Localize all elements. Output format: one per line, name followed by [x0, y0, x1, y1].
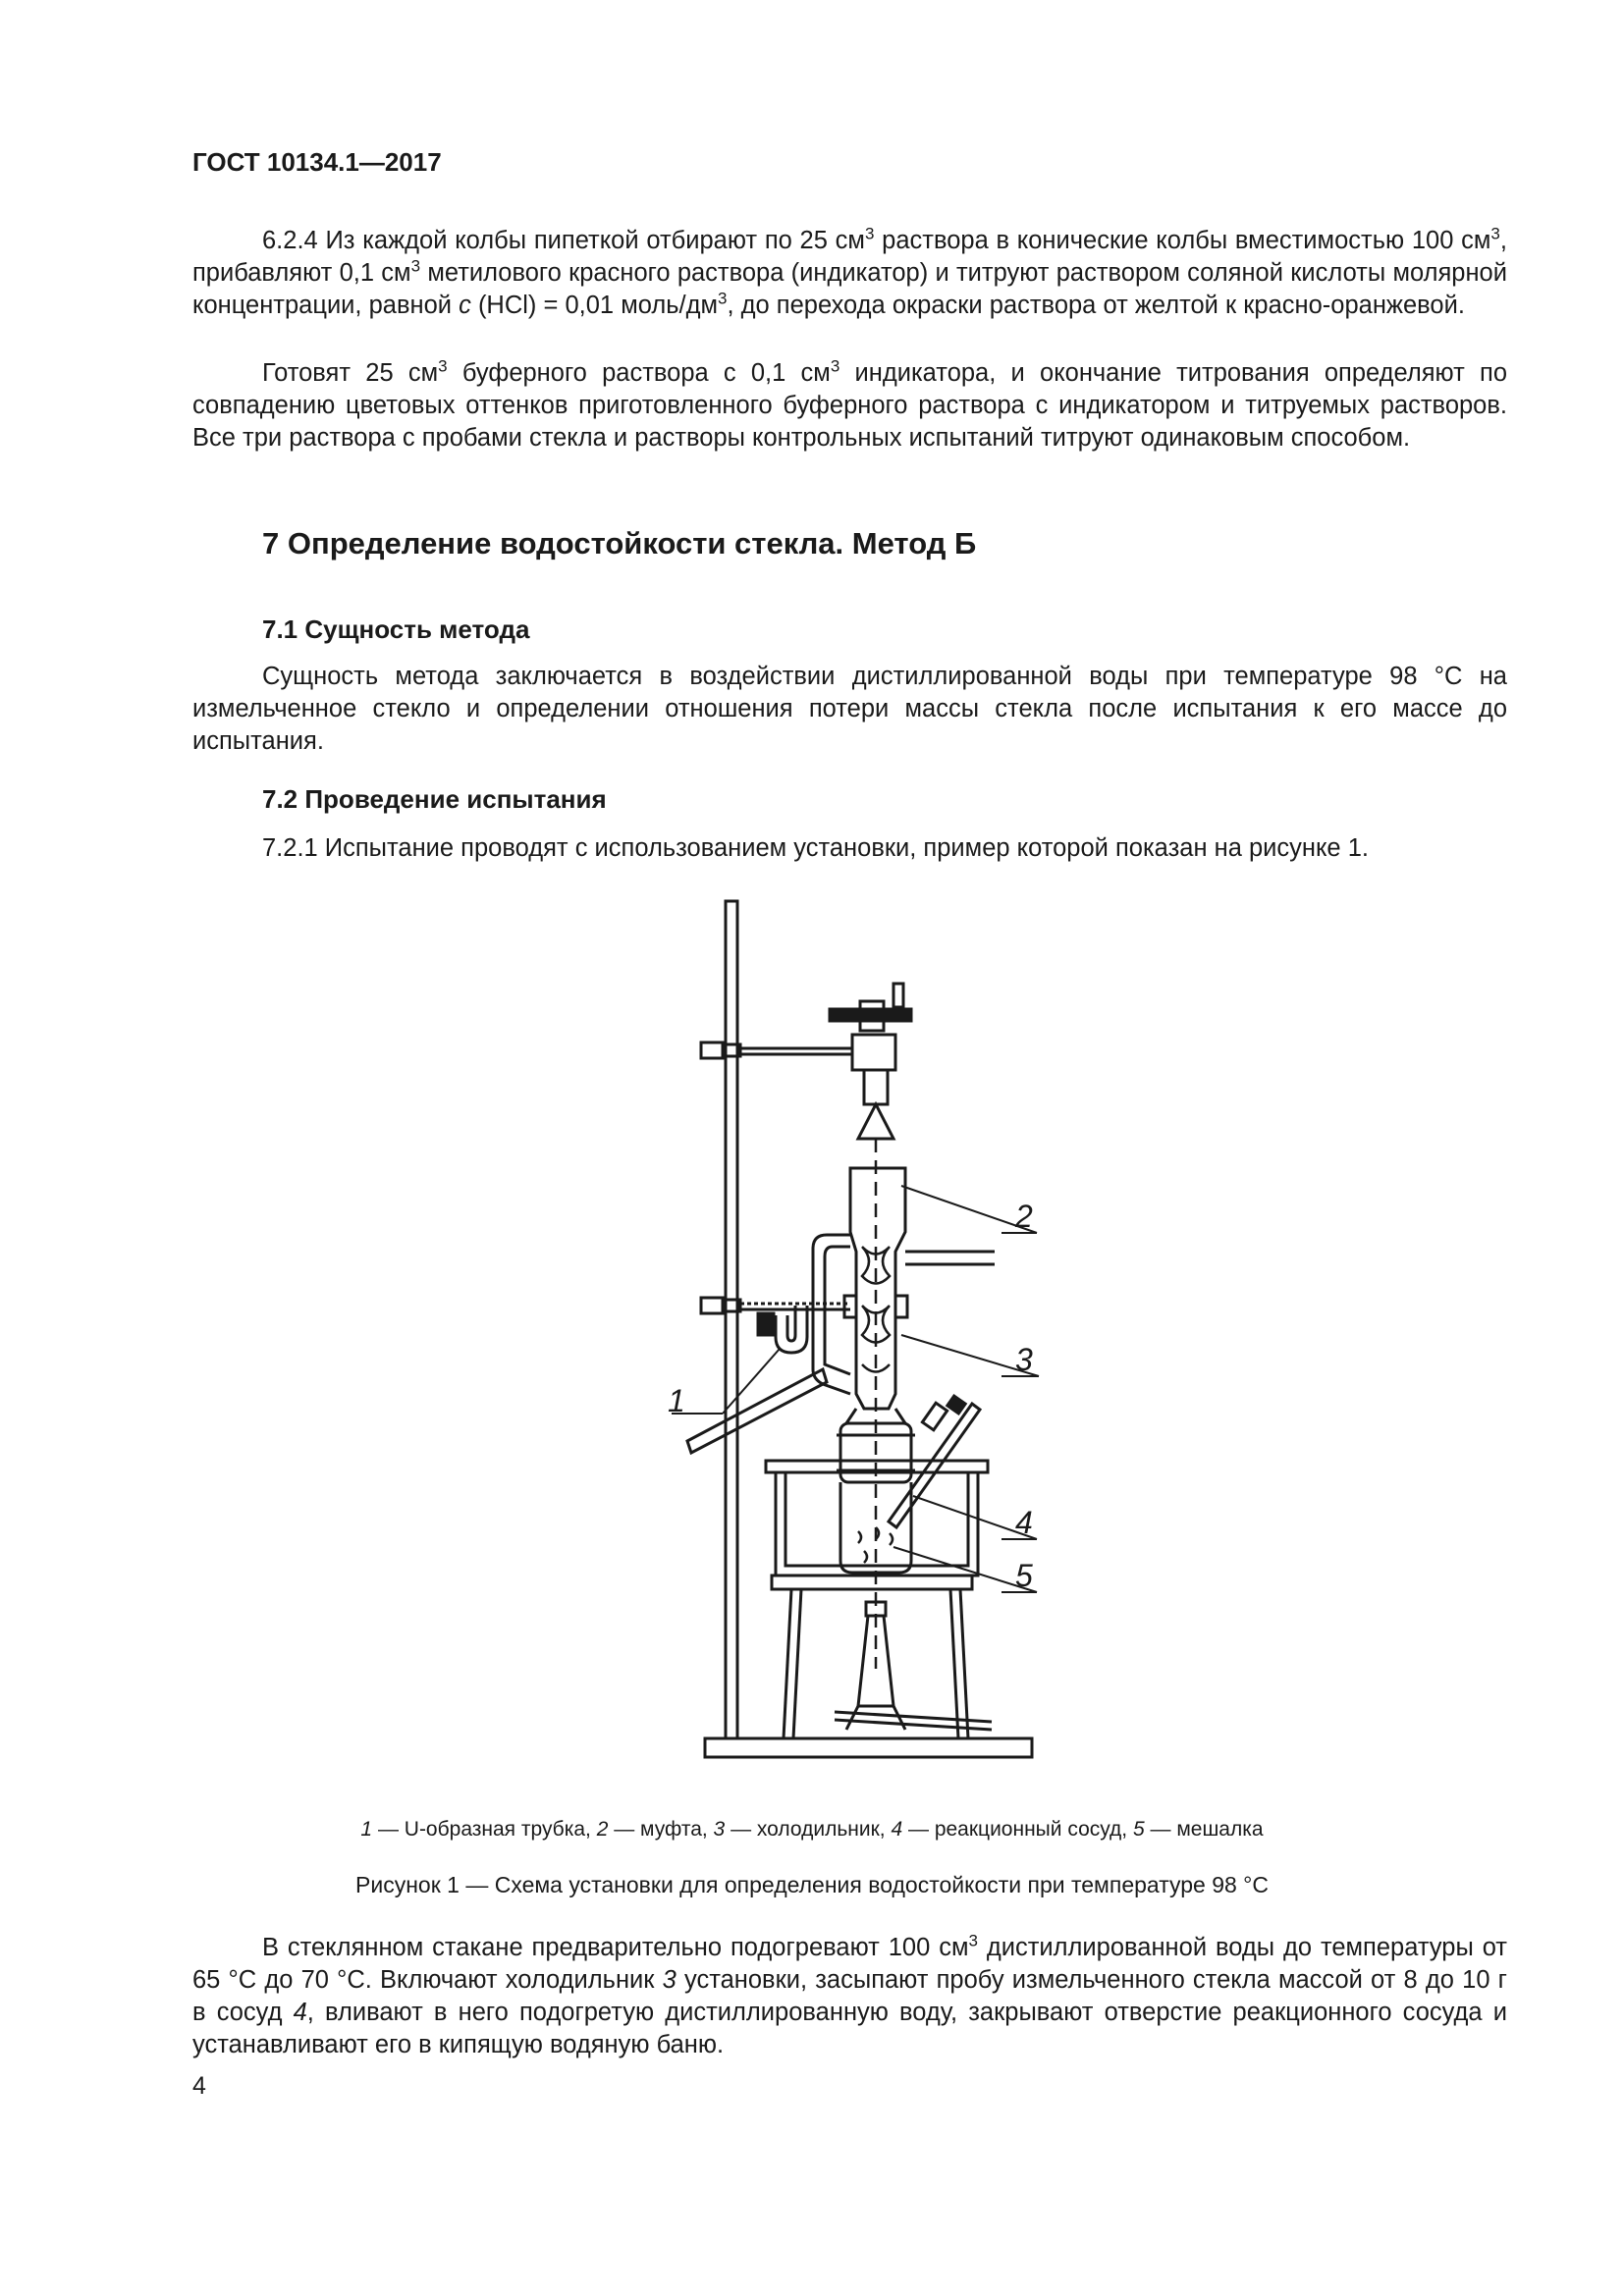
stirrer-top	[830, 984, 911, 1139]
label-2: 2	[1015, 1199, 1033, 1234]
label-4: 4	[1015, 1505, 1033, 1540]
page-number: 4	[192, 2072, 206, 2100]
stand-rod	[726, 901, 737, 1738]
section-7-1-heading: 7.1 Сущность метода	[262, 614, 530, 644]
label-1: 1	[668, 1383, 685, 1418]
section-7-heading: 7 Определение водостойкости стекла. Метод Б	[262, 526, 977, 561]
paragraph-procedure: В стеклянном стакане предварительно подогревают 100 $см^3$ дистиллированной воды до температуры от 65 °С до 70 °С. Включают холодильник 3 установки, засыпают пробу измельченного стекла массой от 8 до 10 г в сосуд 4, вливают в него подогретую дистиллированную воду, закрывают отверстие реакционного сосуда и устанавливают его в кипящую водяную баню.	[192, 1931, 1508, 2058]
paragraph-buffer: Готовят 25 $см^3$ буферного раствора с 0,1 $см^3$ индикатора, и окончание титрования определяют по совпадению цветовых оттенков приготовленного буферного раствора с индикатором и титруемых растворов. Все три раствора с пробами стекла и растворы контрольных испытаний титруют одинаковым способом.	[192, 356, 1507, 452]
paragraph-7-1: Сущность метода заключается в воздействии дистиллированной воды при температуре 98 °С на измельченное стекло и определении отношения потери массы стекла после испытания к его массе до испытания.	[192, 663, 1507, 755]
u-tube	[687, 1235, 850, 1453]
paragraph-6-2-4: 6.2.4 Из каждой колбы пипеткой отбирают по 25 $см^3$ раствора в конические колбы вместимостью 100 $см^3$, прибавляют 0,1 $см^3$ метилового красного раствора (индикатор) и титруют раствором соляной кислоты молярной концентрации, равной c (HCl) = 0,01 моль/$дм^3$, до перехода окраски раствора от желтой к красно-оранжевой.	[192, 224, 1507, 319]
figure-caption: Рисунок 1 — Схема установки для определения водостойкости при температуре 98 °С	[355, 1872, 1269, 1897]
figure-1-apparatus	[648, 888, 1100, 1772]
section-7-2-heading: 7.2 Проведение испытания	[262, 784, 607, 814]
label-5: 5	[1015, 1558, 1033, 1593]
figure-legend: 1 — U-образная трубка, 2 — муфта, 3 — холодильник, 4 — реакционный сосуд, 5 — мешалка	[360, 1818, 1264, 1841]
water-bath	[766, 1461, 988, 1589]
upper-clamp	[701, 1035, 895, 1070]
paragraph-7-2-1: 7.2.1 Испытание проводят с использованием установки, пример которой показан на рисунке 1.	[262, 834, 1369, 862]
base-plate	[705, 1738, 1032, 1757]
document-header: ГОСТ 10134.1—2017	[192, 147, 442, 177]
label-3: 3	[1015, 1342, 1033, 1377]
